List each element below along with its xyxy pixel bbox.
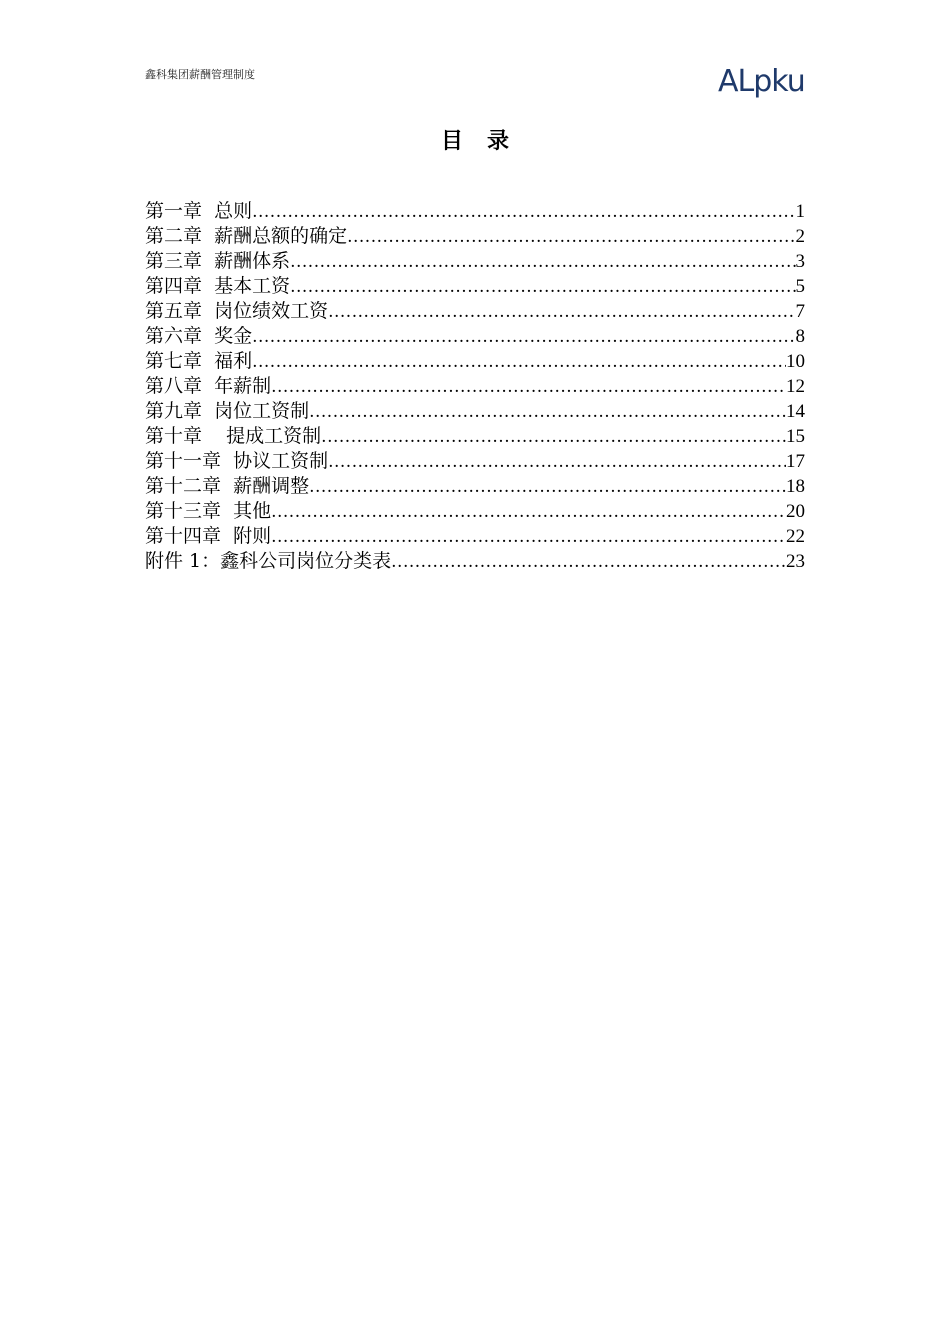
toc-entry-label: 第二章 薪酬总额的确定 bbox=[145, 225, 348, 247]
toc-entry[interactable] bbox=[145, 374, 805, 399]
toc-entry-page: 18 bbox=[786, 476, 805, 497]
company-logo bbox=[718, 62, 814, 102]
toc-dot-leader bbox=[271, 500, 786, 525]
toc-entry[interactable] bbox=[145, 499, 805, 524]
toc-entry[interactable] bbox=[145, 224, 805, 249]
toc-dot-leader bbox=[328, 450, 786, 475]
toc-entry-label: 第六章 奖金 bbox=[145, 325, 253, 347]
toc-entry[interactable] bbox=[145, 349, 805, 374]
toc-entry-page: 22 bbox=[786, 526, 805, 547]
toc-entry-label: 第四章 基本工资 bbox=[145, 275, 291, 297]
toc-entry-label: 附件 1：鑫科公司岗位分类表 bbox=[145, 550, 392, 572]
toc-entry-label: 第十一章 协议工资制 bbox=[145, 450, 329, 472]
toc-entry-label: 第十三章 其他 bbox=[145, 500, 272, 522]
toc-dot-leader bbox=[321, 425, 786, 450]
toc-entry[interactable] bbox=[145, 449, 805, 474]
toc-entry[interactable] bbox=[145, 249, 805, 274]
toc-dot-leader bbox=[252, 350, 786, 375]
toc-dot-leader bbox=[347, 225, 795, 250]
logo-text: ALpku bbox=[718, 64, 805, 99]
table-of-contents bbox=[145, 199, 805, 574]
toc-entry[interactable] bbox=[145, 299, 805, 324]
toc-entry-page: 23 bbox=[786, 551, 805, 572]
toc-entry-page: 17 bbox=[786, 451, 805, 472]
toc-entry-page: 14 bbox=[786, 401, 805, 422]
toc-entry-label: 第九章 岗位工资制 bbox=[145, 400, 310, 422]
toc-entry-page: 1 bbox=[795, 201, 805, 222]
toc-entry-label: 第三章 薪酬体系 bbox=[145, 250, 291, 272]
toc-entry[interactable] bbox=[145, 324, 805, 349]
toc-entry-page: 12 bbox=[786, 376, 805, 397]
toc-entry-label: 第十章 提成工资制 bbox=[145, 425, 322, 447]
toc-entry[interactable] bbox=[145, 524, 805, 549]
toc-entry[interactable] bbox=[145, 424, 805, 449]
toc-entry-page: 15 bbox=[786, 426, 805, 447]
toc-entry-page: 3 bbox=[795, 251, 805, 272]
toc-entry-label: 第十二章 薪酬调整 bbox=[145, 475, 310, 497]
toc-dot-leader bbox=[252, 200, 795, 225]
toc-entry-page: 5 bbox=[795, 276, 805, 297]
toc-dot-leader bbox=[328, 300, 795, 325]
toc-dot-leader bbox=[252, 325, 795, 350]
toc-entry[interactable] bbox=[145, 549, 805, 574]
toc-entry-label: 第十四章 附则 bbox=[145, 525, 272, 547]
toc-dot-leader bbox=[271, 525, 786, 550]
toc-dot-leader bbox=[391, 550, 786, 575]
toc-entry-label: 第七章 福利 bbox=[145, 350, 253, 372]
toc-dot-leader bbox=[271, 375, 786, 400]
toc-entry-page: 10 bbox=[786, 351, 805, 372]
toc-entry-label: 第五章 岗位绩效工资 bbox=[145, 300, 329, 322]
toc-entry[interactable] bbox=[145, 474, 805, 499]
toc-dot-leader bbox=[309, 475, 786, 500]
toc-entry-page: 8 bbox=[795, 326, 805, 347]
page-title: 目录 bbox=[440, 129, 533, 154]
toc-entry-page: 7 bbox=[795, 301, 805, 322]
toc-entry-label: 第一章 总则 bbox=[145, 200, 253, 222]
toc-entry-page: 20 bbox=[786, 501, 805, 522]
toc-entry[interactable] bbox=[145, 399, 805, 424]
running-header: 鑫科集团薪酬管理制度 bbox=[145, 68, 255, 81]
toc-entry[interactable] bbox=[145, 274, 805, 299]
toc-dot-leader bbox=[290, 275, 795, 300]
toc-entry-label: 第八章 年薪制 bbox=[145, 375, 272, 397]
toc-entry[interactable] bbox=[145, 199, 805, 224]
toc-dot-leader bbox=[290, 250, 795, 275]
toc-dot-leader bbox=[309, 400, 786, 425]
toc-entry-page: 2 bbox=[795, 226, 805, 247]
